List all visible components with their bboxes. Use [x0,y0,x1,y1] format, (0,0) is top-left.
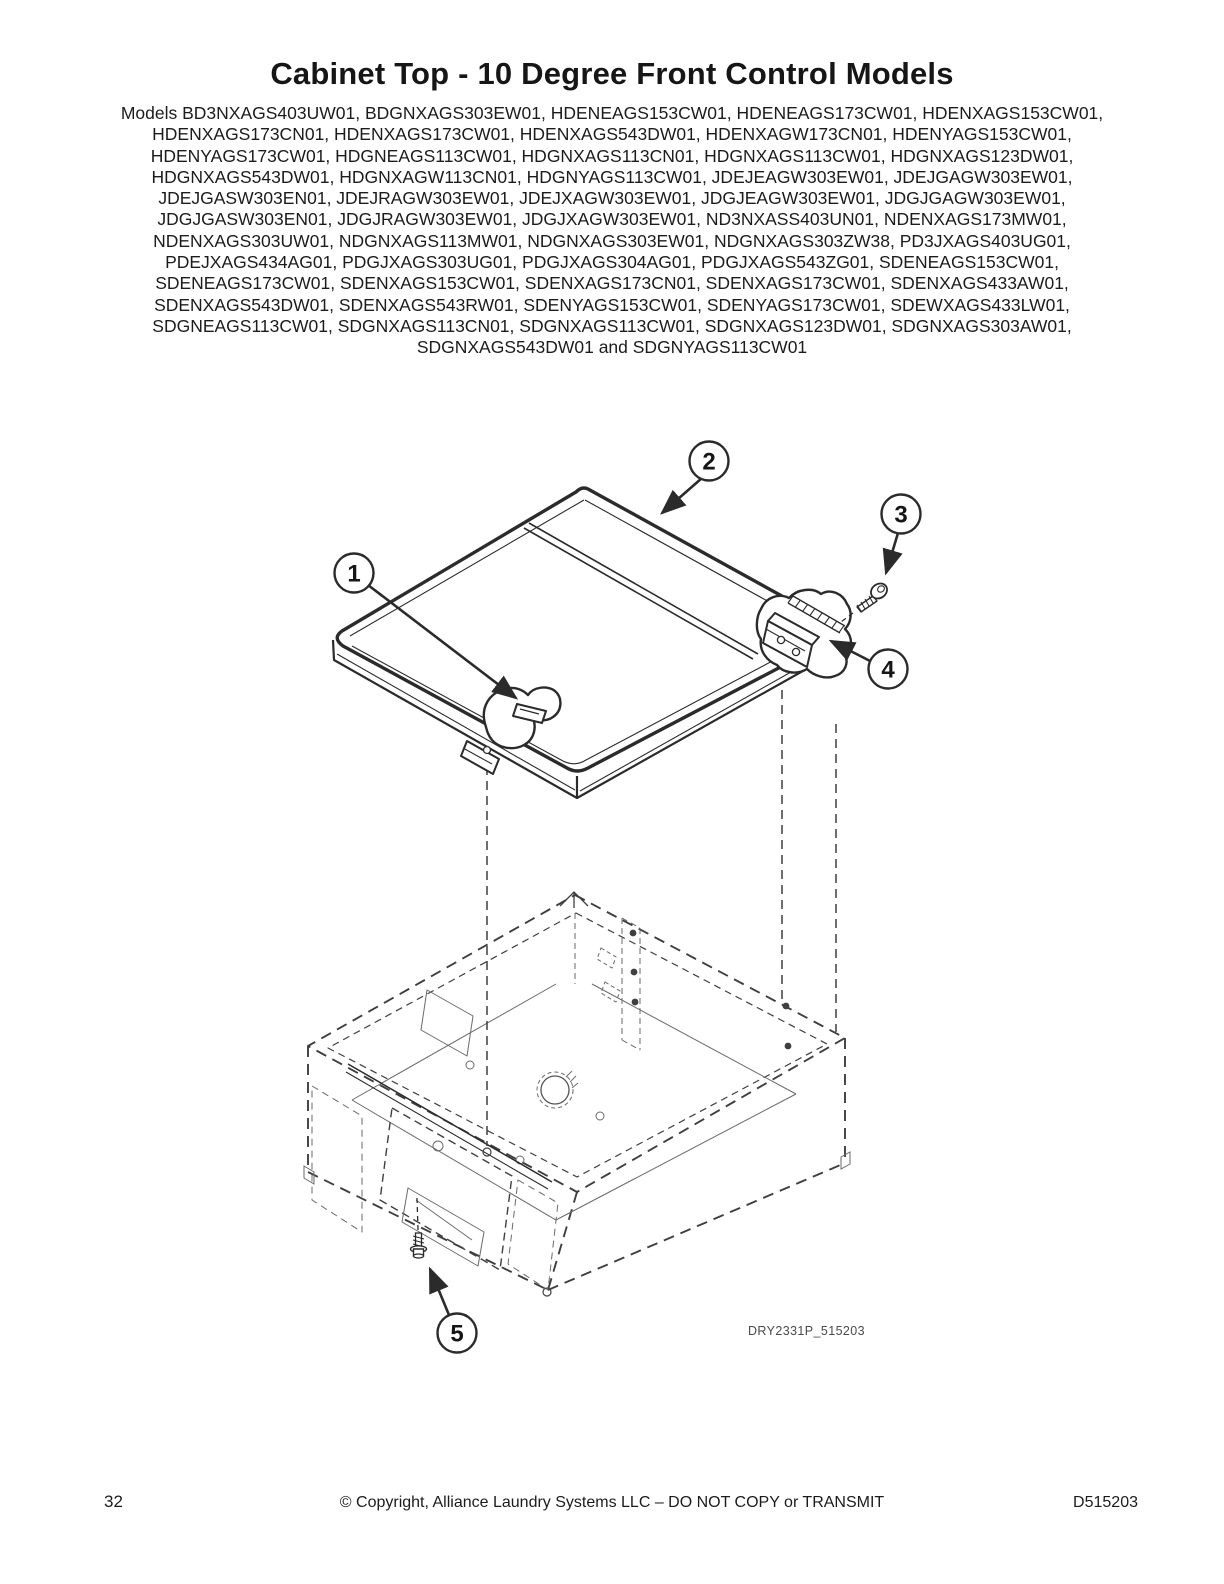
callout-3 [882,495,921,534]
model-line: SDENXAGS543DW01, SDENXAGS543RW01, SDENYAGS153CW01, SDENYAGS173CW01, SDEWXAGS433LW01, [154,294,1070,315]
leader-5 [430,1269,449,1315]
base-support-rail [346,1064,552,1189]
leader-3 [886,533,898,573]
alignment-projection-lines [487,690,836,1146]
model-line: SDGNEAGS113CW01, SDGNXAGS113CN01, SDGNXAGS113CW01, SDGNXAGS123DW01, SDGNXAGS303AW01, [152,315,1072,336]
model-line: PDEJXAGS434AG01, PDGJXAGS303UG01, PDGJXAGS304AG01, PDGJXAGS543ZG01, SDENEAGS153CW01, [165,252,1059,273]
model-line: JDEJGASW303EN01, JDEJRAGW303EW01, JDEJXAGW303EW01, JDGJEAGW303EW01, JDGJGAGW303EW01, [158,188,1066,209]
cabinet-base-interior [304,892,850,1296]
model-line: SDGNXAGS543DW01 and SDGNYAGS113CW01 [416,337,808,358]
callout-5 [438,1314,477,1353]
callout-1 [335,554,374,593]
model-line: JDGJGASW303EN01, JDGJRAGW303EW01, JDGJXAGW303EW01, ND3NXASS403UN01, NDENXAGS173MW01, [157,209,1067,230]
page-number: 32 [104,1492,123,1511]
callout-2-label: 2 [702,448,716,476]
model-line: HDGNXAGS543DW01, HDGNXAGW113CN01, HDGNYAGS113CW01, JDEJEAGW303EW01, JDEJGAGW303EW01, [151,166,1073,187]
callout-2 [690,442,729,481]
document-number: D515203 [1073,1494,1138,1511]
leader-2 [662,478,702,513]
copyright-notice: © Copyright, Alliance Laundry Systems LLC – DO NOT COPY or TRANSMIT [339,1494,885,1511]
callout-4-label: 4 [881,656,895,684]
model-line: NDENXAGS303UW01, NDGNXAGS113MW01, NDGNXAGS303EW01, NDGNXAGS303ZW38, PD3JXAGS403UG01, [153,230,1071,251]
cabinet-base-outline [308,895,845,1290]
model-line: HDENYAGS173CW01, HDGNEAGS113CW01, HDGNXAGS113CN01, HDGNXAGS113CW01, HDGNXAGS123DW01, [150,145,1074,166]
model-line: SDENEAGS173CW01, SDENXAGS153CW01, SDENXAGS173CN01, SDENXAGS173CW01, SDENXAGS433AW01, [155,273,1069,294]
callout-1-label: 1 [347,560,361,588]
callout-4 [869,650,908,689]
figure-code: DRY2331P_515203 [748,1324,865,1338]
page-title: Cabinet Top - 10 Degree Front Control Models [270,56,954,91]
callout-3-label: 3 [894,501,908,529]
model-line: HDENXAGS173CN01, HDENXAGS173CW01, HDENXAGS543DW01, HDENXAGW173CN01, HDENYAGS153CW01, [152,124,1072,145]
callout-5-label: 5 [450,1320,464,1348]
model-line: Models BD3NXAGS403UW01, BDGNXAGS303EW01, HDENEAGS153CW01, HDENEAGS173CW01, HDENXAGS153CW01, [120,103,1104,123]
base-bolt-heads [630,930,792,1050]
